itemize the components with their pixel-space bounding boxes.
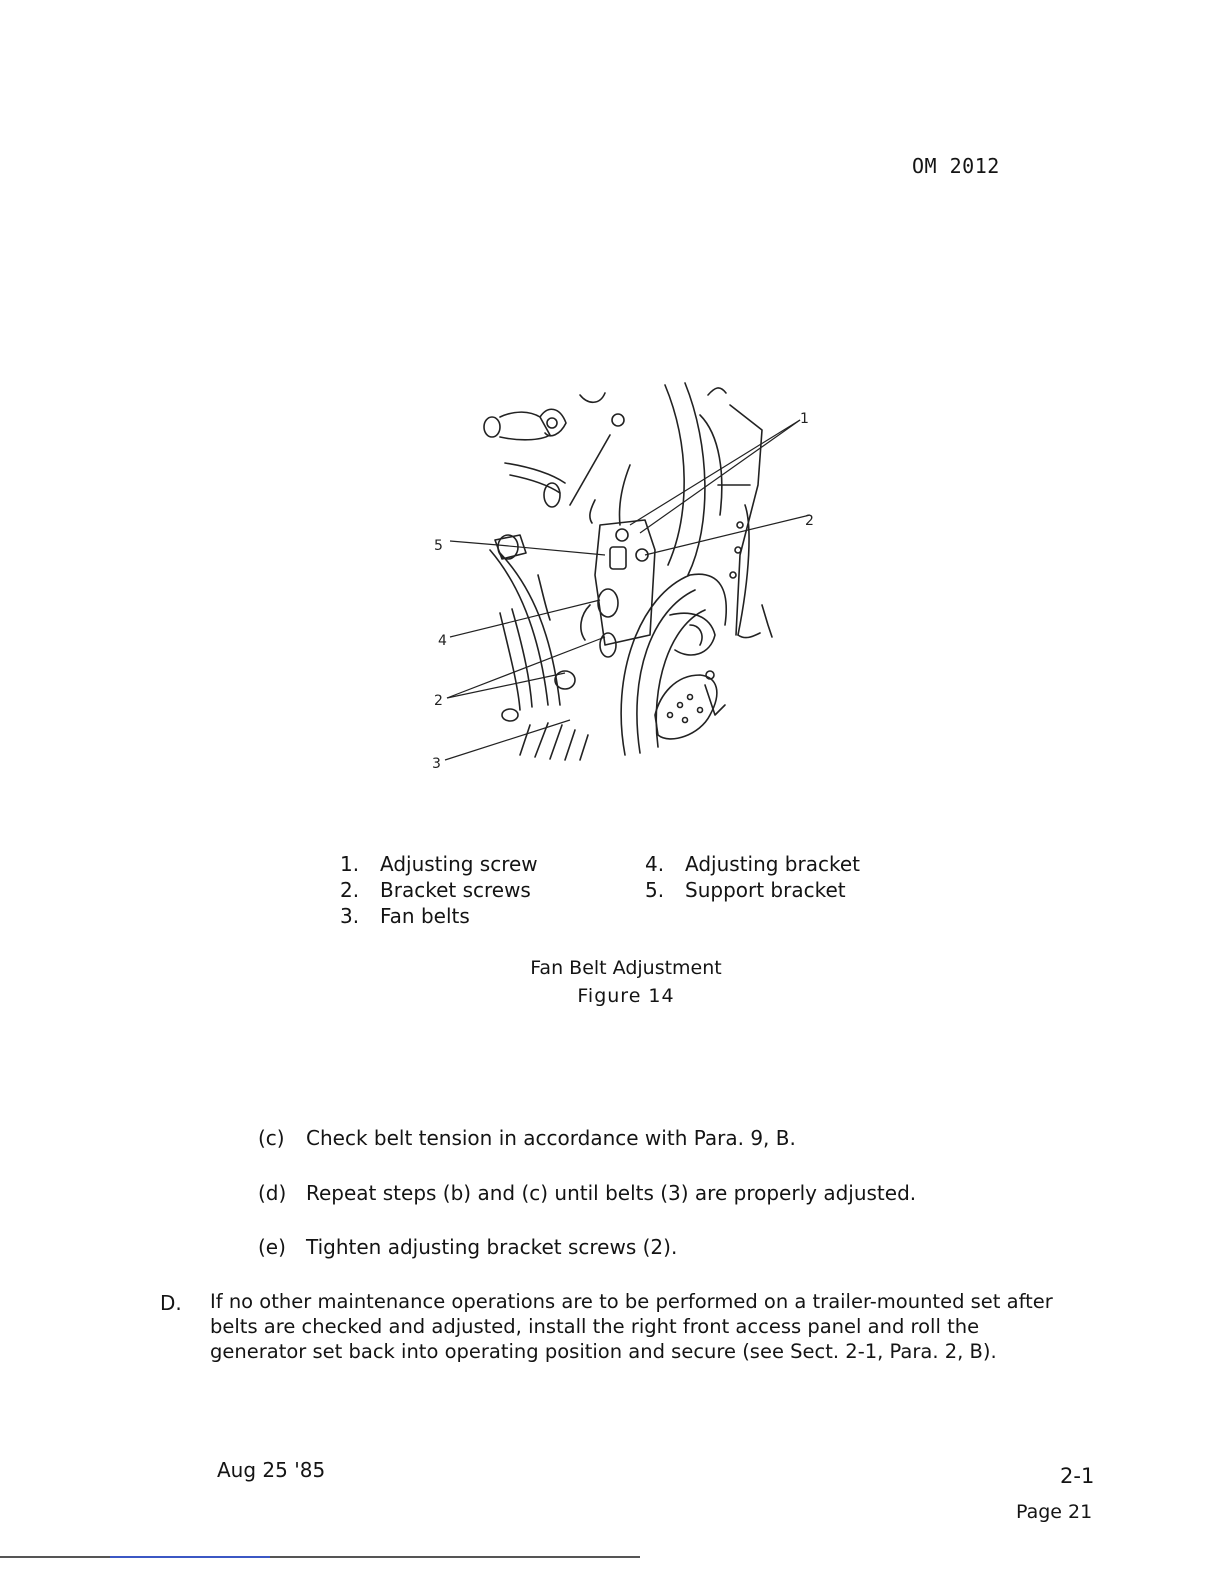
paragraph-d-letter: D. [160, 1291, 182, 1315]
figure-caption-title: Fan Belt Adjustment [530, 957, 722, 979]
callout-3: 3 [432, 756, 441, 772]
legend-number: 2. [340, 878, 360, 902]
step-text: Check belt tension in accordance with Para. 9, B. [306, 1126, 796, 1150]
leader-4 [450, 600, 600, 637]
leader-2-upper [645, 515, 810, 555]
legend-label: Support bracket [685, 878, 846, 902]
scan-bottom-rule-accent [110, 1556, 270, 1558]
legend-label: Fan belts [380, 904, 470, 928]
footer-page-number: Page 21 [1016, 1501, 1093, 1523]
drawing-hub-left [484, 417, 500, 437]
legend-item [340, 851, 538, 877]
callout-4: 4 [438, 633, 447, 649]
figure-caption-number: Figure 14 [577, 985, 675, 1007]
legend-number: 5. [645, 878, 665, 902]
legend-label: Bracket screws [380, 878, 531, 902]
fan-belt-figure [400, 375, 840, 775]
figure-legend-right [645, 851, 860, 903]
step-letter: (d) [258, 1181, 287, 1205]
callout-1: 1 [800, 411, 809, 427]
footer-section-number: 2-1 [1060, 1464, 1095, 1488]
legend-item [340, 903, 538, 929]
legend-number: 3. [340, 904, 360, 928]
callout-5: 5 [434, 538, 443, 554]
legend-number: 4. [645, 852, 665, 876]
leader-1 [640, 420, 800, 533]
step-letter: (e) [258, 1235, 286, 1259]
step-e [258, 1235, 677, 1259]
drawing-adjusting-bracket [595, 520, 655, 645]
step-text: Repeat steps (b) and (c) until belts (3) are properly adjusted. [306, 1181, 917, 1205]
leader-5 [450, 541, 498, 545]
footer-date: Aug 25 '85 [217, 1458, 326, 1482]
legend-item [340, 877, 538, 903]
callout-2-lower: 2 [434, 693, 443, 709]
scan-bottom-rule [0, 1556, 640, 1558]
step-text: Tighten adjusting bracket screws (2). [306, 1235, 678, 1259]
document-id: OM 2012 [912, 154, 1000, 178]
paragraph-d-text: If no other maintenance operations are to be performed on a trailer-mounted set after belts are checked and adjusted, install the right front access panel and roll the generator set back into operating position and secure (see Sect. 2-1, Para. 2, B). [210, 1290, 1053, 1363]
step-d [258, 1181, 916, 1205]
legend-item [645, 877, 860, 903]
step-c [258, 1126, 796, 1150]
drawing-arm-top [500, 412, 550, 440]
legend-number: 1. [340, 852, 360, 876]
legend-label: Adjusting screw [380, 852, 538, 876]
leader-2-lower-a [447, 637, 605, 698]
figure-legend-left [340, 851, 538, 929]
legend-item [645, 851, 860, 877]
step-letter: (c) [258, 1126, 285, 1150]
callout-2-upper: 2 [805, 513, 814, 529]
legend-label: Adjusting bracket [685, 852, 860, 876]
